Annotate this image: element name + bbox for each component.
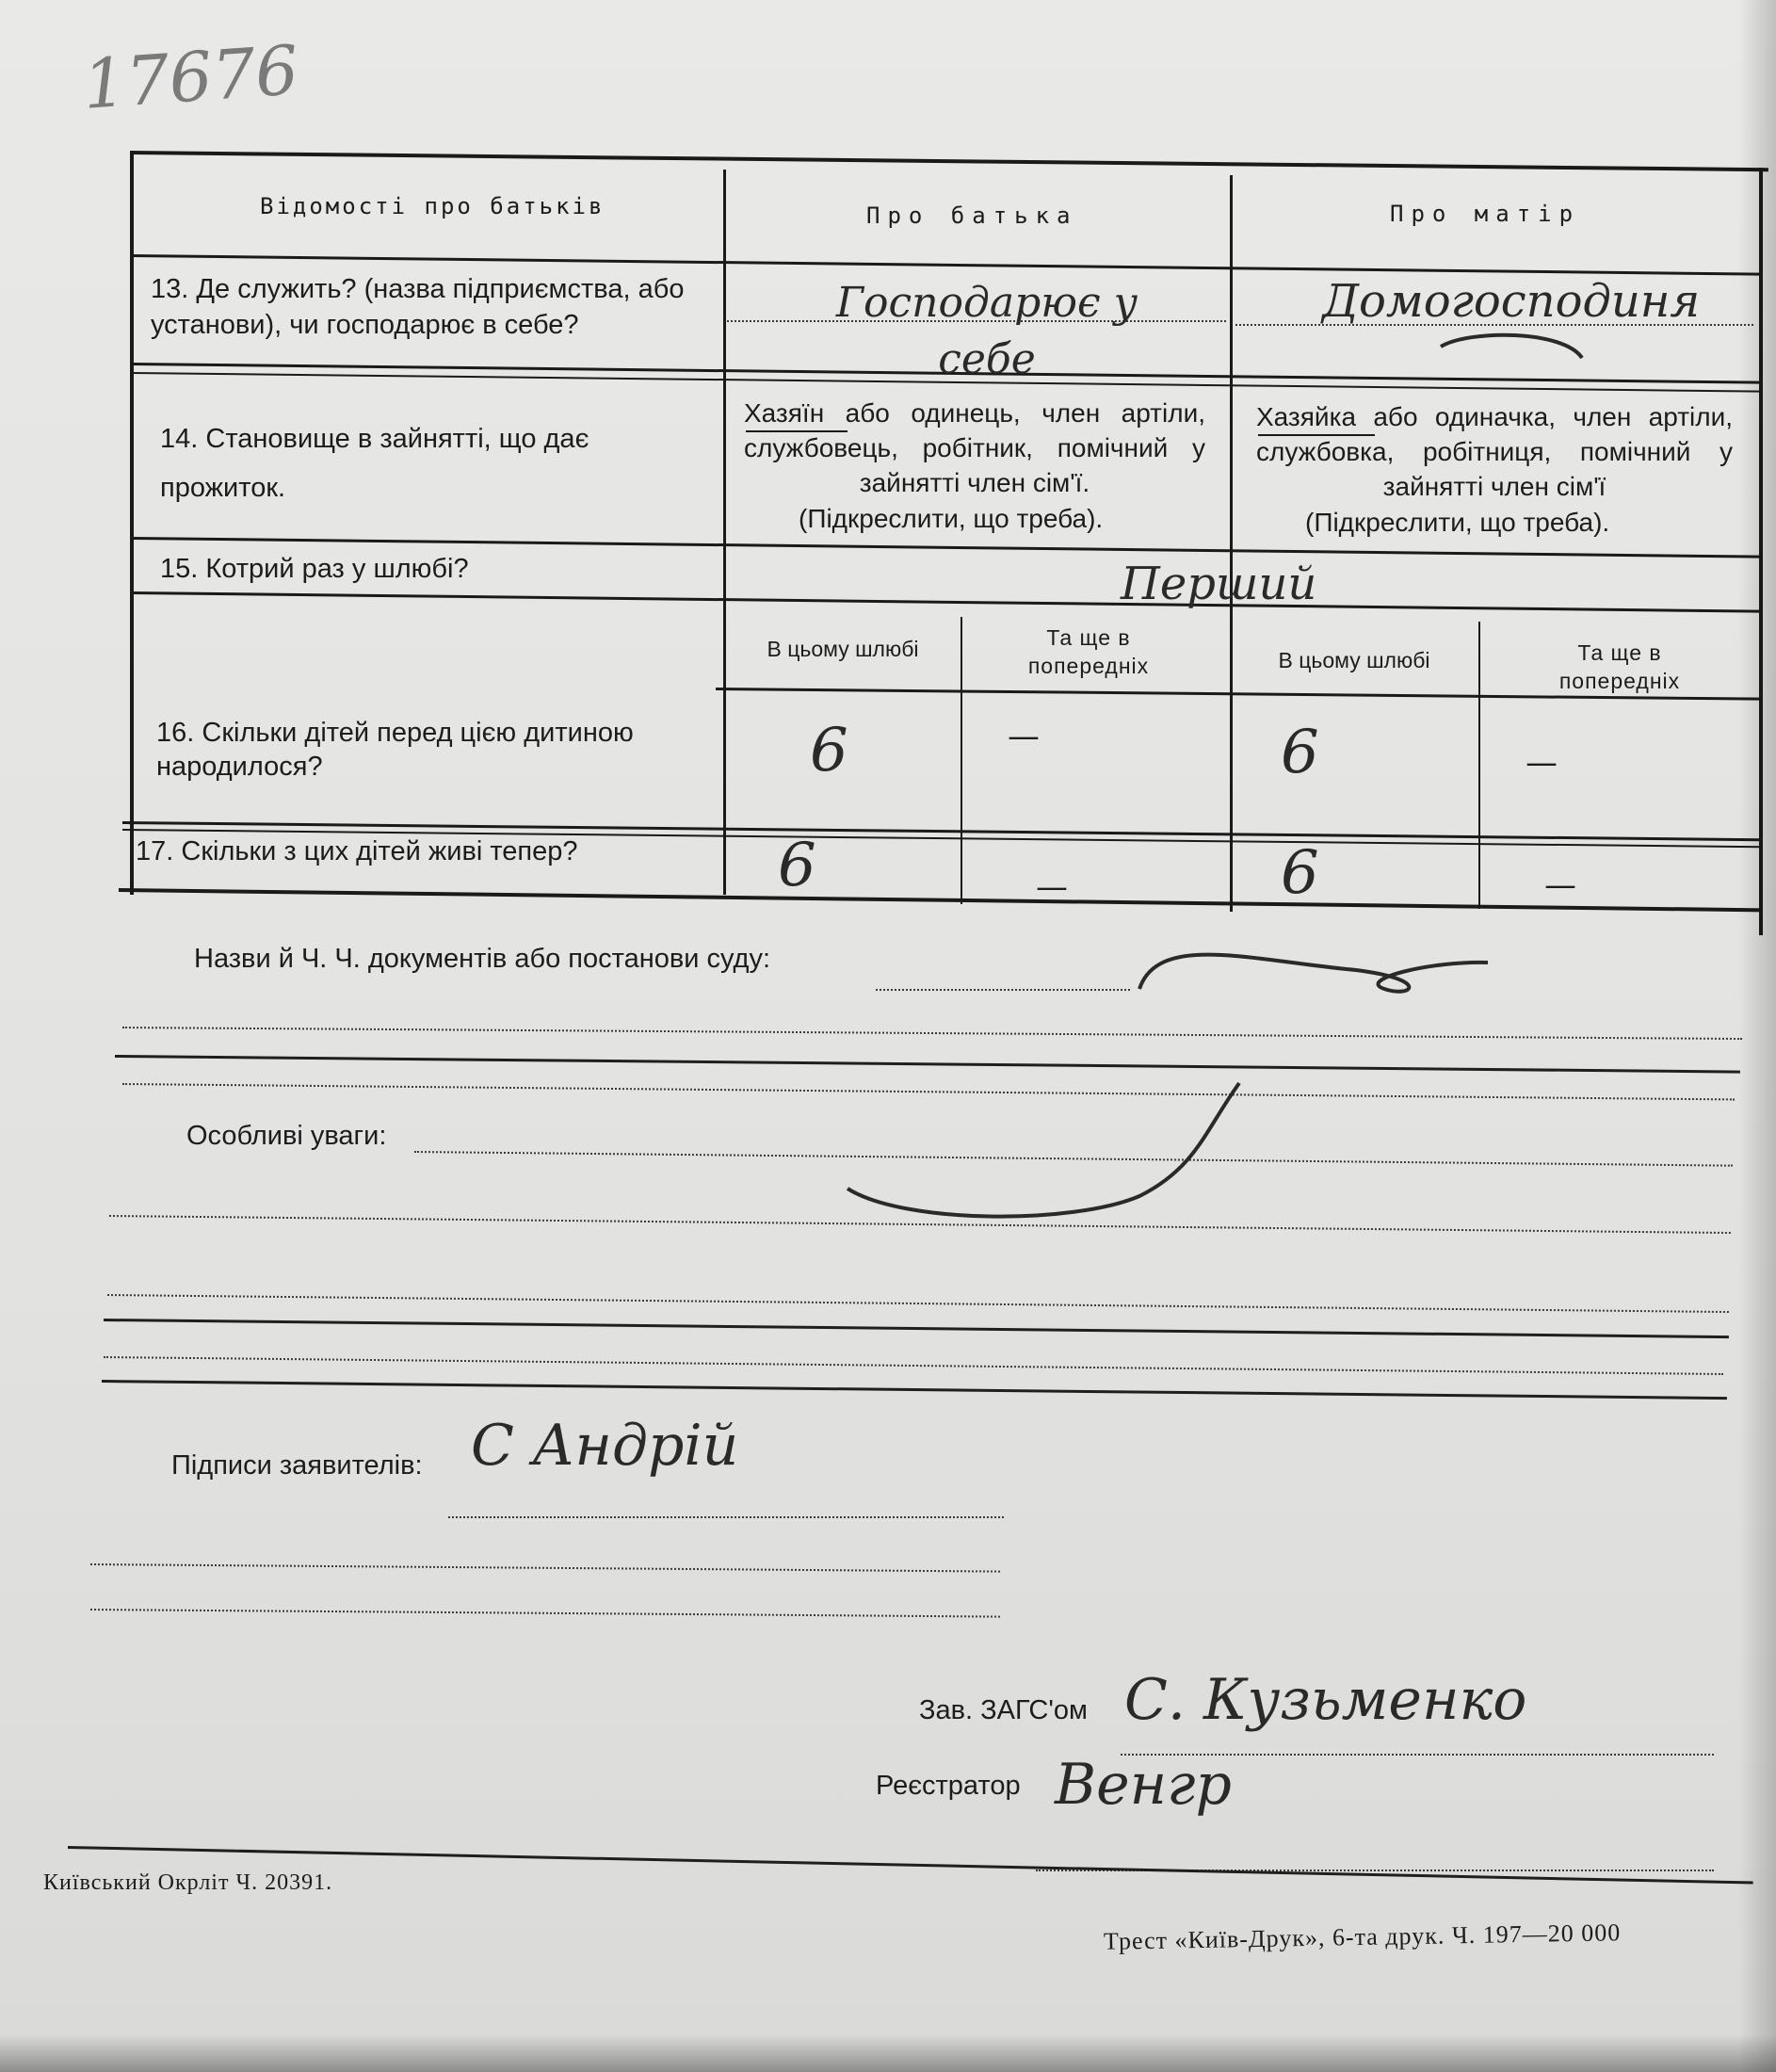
row16-subheader-1: В цьому шлюбі: [767, 637, 919, 661]
row16-value-1: 6: [810, 716, 848, 785]
row14-label: 14. Становище в зайнятті, що дає прожиток.: [160, 424, 589, 503]
row14-mother-note: (Підкреслити, що треба).: [1305, 508, 1610, 537]
row17-value-2: —: [1036, 868, 1068, 906]
row16-subheader-2: Та ще в попередніх: [1027, 625, 1150, 678]
row16-subheader-4: Та ще в попередніх: [1558, 640, 1681, 693]
row17-label: 17. Скільки з цих дітей живі тепер?: [136, 836, 578, 866]
row13-label: 13. Де служить? (назва підприємства, або установи), чи господарює в себе?: [151, 274, 685, 340]
row13-father-value: Господарює у себе: [835, 279, 1138, 383]
documents-label: Назви й Ч. Ч. документів або постанови суду:: [194, 944, 771, 974]
row16-value-4: —: [1526, 744, 1558, 782]
row17-value-4: —: [1544, 866, 1576, 904]
page-bottom-shadow: [0, 2034, 1776, 2072]
row17-value-1: 6: [778, 831, 816, 900]
head-signature: С. Кузьменко: [1124, 1667, 1527, 1733]
row14-father-options: Хазяїн або одинець, член артіли, службовець, робітник, помічний у зайнятті член сім'ї.: [744, 398, 1205, 497]
footer-right: Трест «Київ-Друк», 6-та друк. Ч. 197—20 000: [1103, 1918, 1622, 1955]
footer-left: Київський Окрліт Ч. 20391.: [43, 1870, 333, 1895]
registrar-label: Реєстратор: [876, 1771, 1021, 1801]
row17-value-3: 6: [1281, 838, 1319, 908]
row16-label: 16. Скільки дітей перед цією дитиною народилося?: [156, 718, 634, 782]
applicant-signature: С Андрій: [471, 1413, 739, 1479]
header-col-mother: Про матір: [1390, 201, 1581, 227]
row14-mother-options: Хазяйка або одиначка, член артіли, службовка, робітниця, помічний у зайнятті член сім'ї: [1256, 402, 1733, 501]
header-col-info: Відомості про батьків: [260, 193, 605, 219]
row14-father-note: (Підкреслити, що треба).: [799, 504, 1104, 533]
row16-value-2: —: [1008, 718, 1040, 755]
row15-value: Перший: [1121, 558, 1317, 610]
row15-label: 15. Котрий раз у шлюбі?: [160, 554, 469, 584]
applicants-line-1: [448, 1516, 1004, 1518]
special-notes-label: Особливі уваги:: [186, 1121, 387, 1151]
row13-mother-value: Домогосподиня: [1322, 275, 1701, 328]
registrar-signature: Венгр: [1055, 1752, 1232, 1818]
header-col-father: Про батька: [866, 202, 1078, 229]
page-edge-shadow: [1738, 0, 1776, 2072]
row16-subheader-3: В цьому шлюбі: [1278, 648, 1430, 672]
applicants-label: Підписи заявителів:: [171, 1450, 423, 1481]
row16-value-3: 6: [1281, 718, 1319, 787]
head-label: Зав. ЗАГС'ом: [919, 1695, 1088, 1725]
archive-number: 17676: [80, 30, 301, 124]
